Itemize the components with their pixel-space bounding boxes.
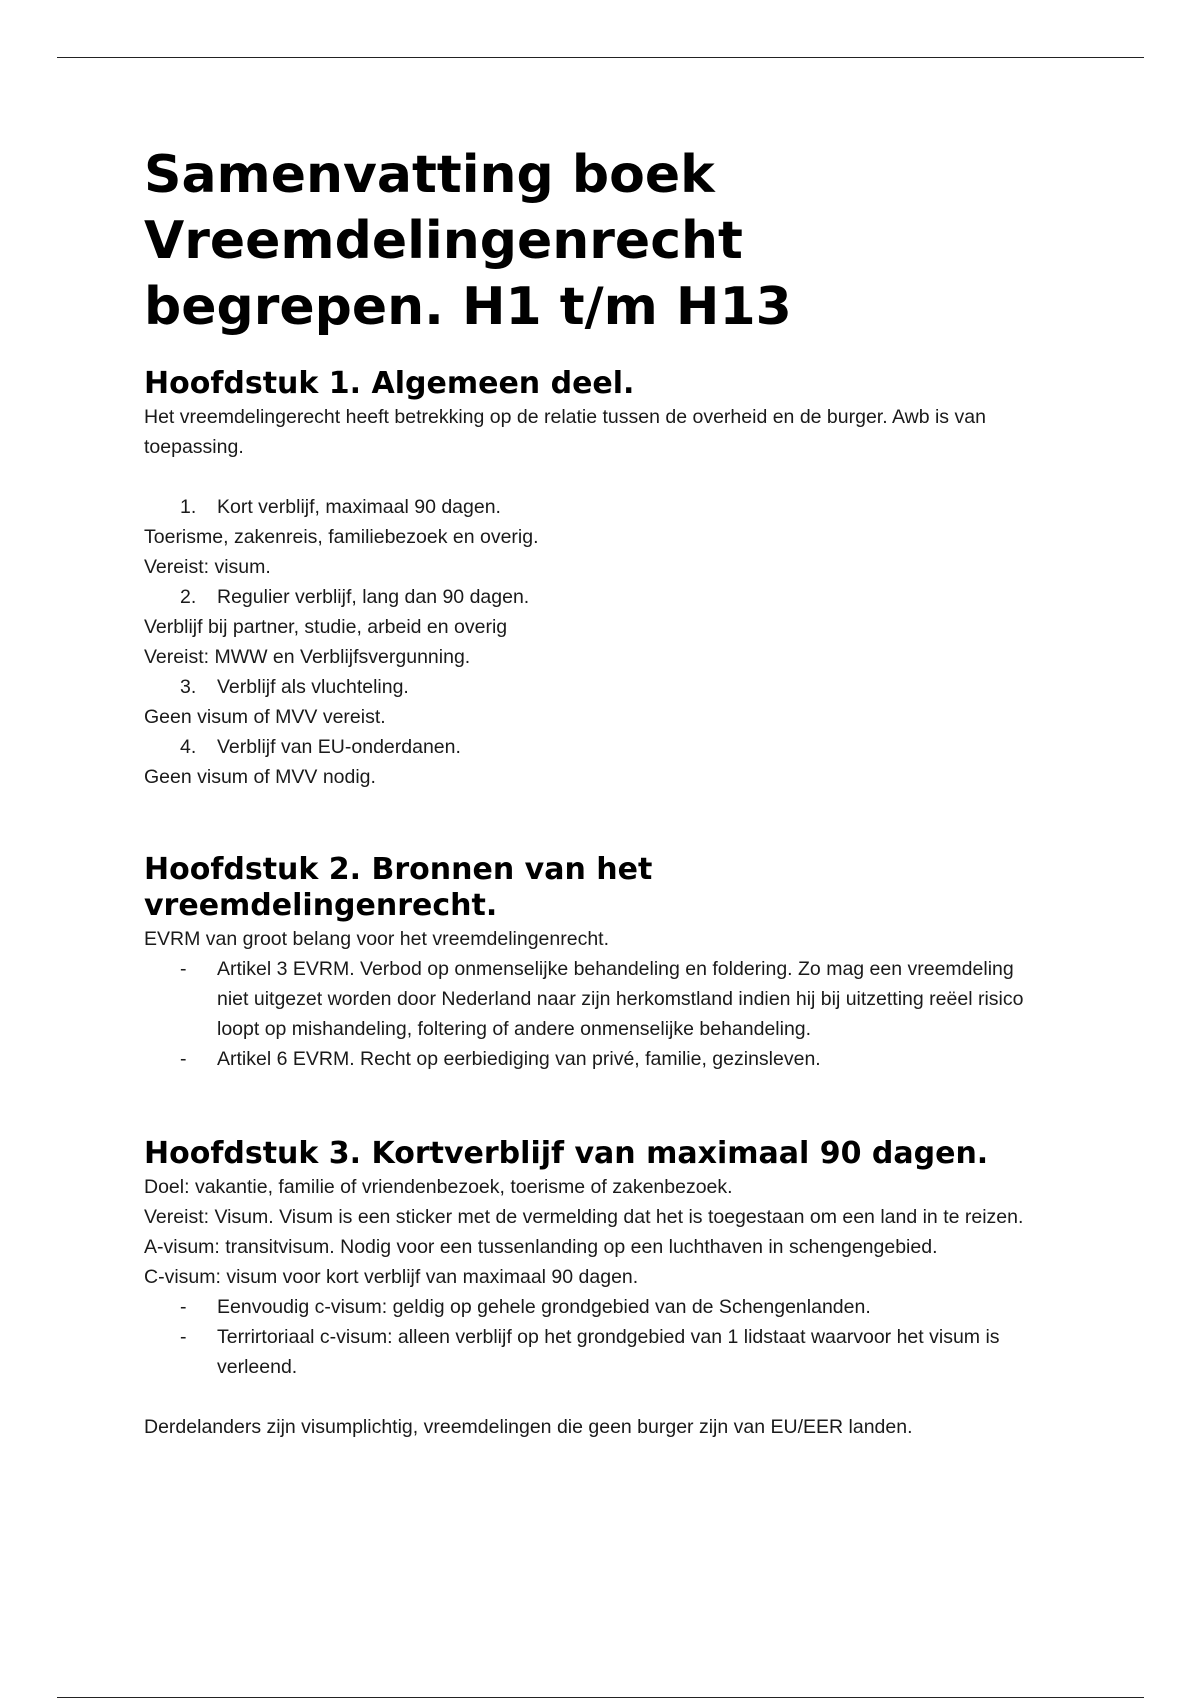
document-body: [144, 142, 1064, 1442]
list-item: [144, 672, 1064, 702]
chapter-3-line: C-visum: visum voor kort verblijf van maximaal 90 dagen.: [144, 1266, 639, 1288]
chapter-1-intro: Het vreemdelingerecht heeft betrekking op de relatie tussen de overheid en de burger. Awb is van toepassing.: [144, 406, 986, 458]
list-item-detail: Geen visum of MVV nodig.: [144, 766, 376, 788]
list-item: [144, 1044, 1047, 1074]
dash-marker: -: [180, 1296, 187, 1318]
list-item-label: Kort verblijf, maximaal 90 dagen.: [217, 496, 501, 518]
list-item-label: Verblijf als vluchteling.: [217, 676, 409, 698]
list-item: [144, 492, 1064, 522]
list-item-text: Artikel 6 EVRM. Recht op eerbiediging van privé, familie, gezinsleven.: [217, 1048, 821, 1070]
list-item-label: Verblijf van EU-onderdanen.: [217, 736, 461, 758]
list-item-detail: Verblijf bij partner, studie, arbeid en overig: [144, 616, 508, 638]
dash-marker: -: [180, 1048, 187, 1070]
chapter-3-line: Vereist: Visum. Visum is een sticker met de vermelding dat het is toegestaan om een land in te reizen.: [144, 1206, 1024, 1228]
list-number: 3.: [180, 676, 197, 698]
list-item-text: Eenvoudig c-visum: geldig op gehele grondgebied van de Schengenlanden.: [217, 1296, 871, 1318]
chapter-2-section: [144, 852, 1064, 1074]
list-item-label: Regulier verblijf, lang dan 90 dagen.: [217, 586, 530, 608]
document-title: Samenvatting boek Vreemdelingenrecht begrepen. H1 t/m H13: [144, 145, 792, 337]
list-item: [144, 732, 1064, 762]
spacer: [144, 1382, 1064, 1412]
spacer: [144, 462, 1064, 492]
list-item-text: Artikel 3 EVRM. Verbod op onmenselijke behandeling en foldering. Zo mag een vreemdeling niet uitgezet worden door Nederland naar zijn herkomstland indien hij bij uitzetting reëel risico loopt op mishandeling, foltering of andere onmenselijke behandeling.: [217, 958, 1024, 1040]
chapter-3-heading: Hoofdstuk 3. Kortverblijf van maximaal 90 dagen.: [144, 1136, 989, 1171]
list-item-text: Terrirtoriaal c-visum: alleen verblijf op het grondgebied van 1 lidstaat waarvoor het visum is verleend.: [217, 1326, 1000, 1378]
list-item: [144, 954, 1047, 1044]
header-rule: [57, 57, 1144, 58]
list-item: [144, 1292, 1047, 1322]
dash-marker: -: [180, 1326, 187, 1348]
list-number: 1.: [180, 496, 197, 518]
chapter-2-intro: EVRM van groot belang voor het vreemdelingenrecht.: [144, 928, 610, 950]
list-item-detail: Geen visum of MVV vereist.: [144, 706, 386, 728]
list-item-detail: Vereist: visum.: [144, 556, 271, 578]
chapter-1-section: [144, 366, 1064, 792]
chapter-3-closing: Derdelanders zijn visumplichtig, vreemdelingen die geen burger zijn van EU/EER landen.: [144, 1416, 913, 1438]
list-number: 2.: [180, 586, 197, 608]
chapter-1-heading: Hoofdstuk 1. Algemeen deel.: [144, 366, 635, 401]
list-item-detail: Vereist: MWW en Verblijfsvergunning.: [144, 646, 471, 668]
chapter-3-line: Doel: vakantie, familie of vriendenbezoek, toerisme of zakenbezoek.: [144, 1176, 733, 1198]
chapter-3-line: A-visum: transitvisum. Nodig voor een tussenlanding op een luchthaven in schengengebied.: [144, 1236, 938, 1258]
list-number: 4.: [180, 736, 197, 758]
list-item: [144, 1322, 1047, 1382]
chapter-2-heading: Hoofdstuk 2. Bronnen van het vreemdelingenrecht.: [144, 852, 653, 923]
list-item-detail: Toerisme, zakenreis, familiebezoek en overig.: [144, 526, 539, 548]
list-item: [144, 582, 1064, 612]
footer-rule: [57, 1697, 1144, 1698]
dash-marker: -: [180, 958, 187, 980]
chapter-3-section: [144, 1136, 1064, 1442]
